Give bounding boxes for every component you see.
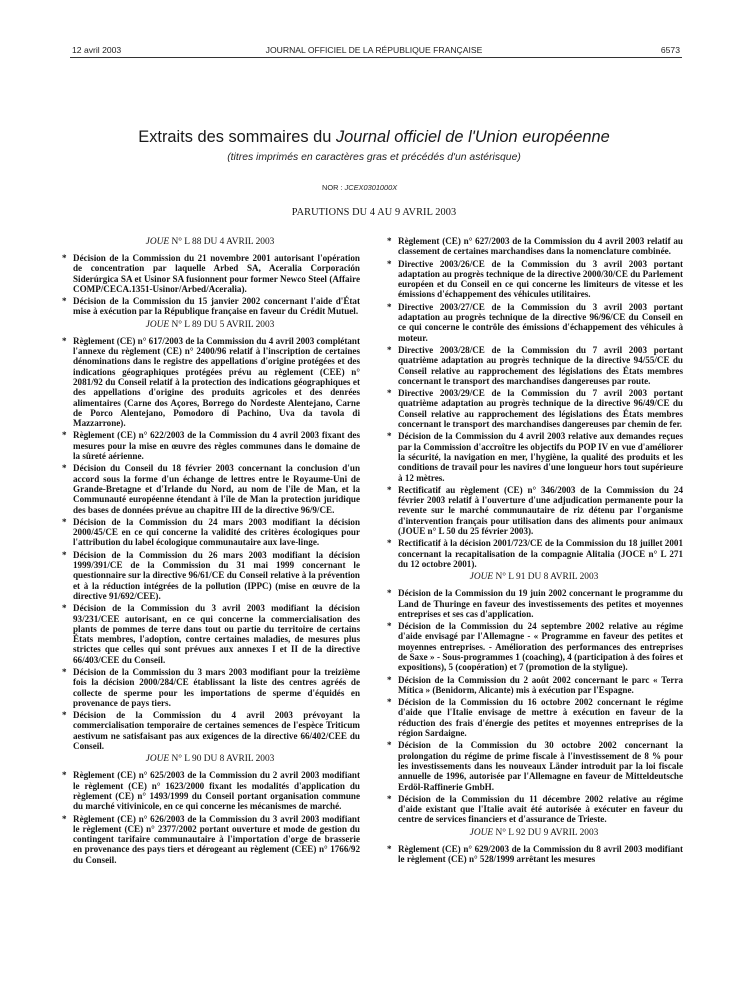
section-jo: JOUE <box>469 827 494 838</box>
asterisk-marker: * <box>387 793 392 804</box>
asterisk-marker: * <box>62 666 67 677</box>
asterisk-marker: * <box>62 296 67 307</box>
entry-text: Directive 2003/26/CE de la Commission du 3 avril 2003 portant adaptation au progrès technique de la directive 2000/30/CE du Parlement européen et du Conseil en ce qui concerne les limiteurs de vitesse et les émissions d'échappement des véhicules utilitaires. <box>398 258 683 300</box>
list-item <box>385 675 683 696</box>
list-item <box>60 336 360 429</box>
header-page-number: 6573 <box>660 45 680 55</box>
section-heading <box>385 571 683 583</box>
asterisk-marker: * <box>62 463 67 474</box>
entry-text: Règlement (CE) n° 617/2003 de la Commission du 4 avril 2003 complétant l'annexe du règlement (CE) n° 2400/96 relatif à l'inscription de certaines dénominations dans le registre des appellations d'origine protégées et des indications géographiques protégées prévu au règlement (CEE) n° 2081/92 du Conseil relatif à la protection des indications géographiques et des appellations d'origine des produits agricoles et des denrées alimentaires (Carne dos Açores, Borrego do Nordeste Alentejano, Carne de Porco Alentejano, Pomodoro di Pachino, Uva da tavola di Mazzarrone). <box>73 335 360 429</box>
section-jo: JOUE <box>469 572 494 583</box>
asterisk-marker: * <box>62 770 67 781</box>
entry-text: Décision du Conseil du 18 février 2003 concernant la conclusion d'un accord sous la forme d'un échange de lettres entre le Royaume-Uni de Grande-Bretagne et d'Irlande du Nord, au nom de l'île de Man, et la Communauté européenne étendant à l'île de Man la protection juridique des bases de données prévue au chapitre III de la directive 96/9/CE. <box>73 463 360 515</box>
list-item <box>385 621 683 672</box>
list-item <box>385 345 683 386</box>
asterisk-marker: * <box>62 430 67 441</box>
asterisk-marker: * <box>387 697 392 708</box>
entry-text: Décision de la Commission du 30 octobre 2002 concernant la prolongation du régime de prime fiscale à l'investissement de 8 % pour les investissements dans les nouveaux Länder introduit par la loi fiscale annuelle de 1996, autorisée par l'Allemagne en faveur de Mitteldeutsche Erdöl-Raffinerie GmbH. <box>398 740 683 792</box>
section-jo: JOUE <box>145 754 170 765</box>
header-date: 12 avril 2003 <box>72 45 122 55</box>
nor-reference <box>322 183 397 192</box>
section-heading <box>60 753 360 765</box>
asterisk-marker: * <box>387 344 392 355</box>
list-item <box>385 431 683 482</box>
list-item <box>385 844 683 865</box>
entry-text: Décision de la Commission du 19 juin 2002 concernant le programme du Land de Thuringe en faveur des investissements des petites et moyennes entreprises et ses cas d'application. <box>398 588 683 619</box>
entry-text: Décision de la Commission du 11 décembre 2002 relative au régime d'aide existant que l'Italie avait été autorisée à exécuter en faveur du centre de services financiers et d'assurance de Trieste. <box>398 793 683 825</box>
entry-text: Règlement (CE) n° 626/2003 de la Commission du 3 avril 2003 modifiant le règlement (CE) n° 2377/2002 portant ouverture et mode de gestion du contingent tarifaire communautaire à l'importation d'orge de brasserie en provenance des pays tiers et dérogeant au règlement (CEE) n° 1766/92 du Conseil. <box>73 813 360 865</box>
entry-text: Décision de la Commission du 2 août 2002 concernant le parc « Terra Mítica » (Benidorm, Alicante) mis à exécution par l'Espagne. <box>398 674 683 695</box>
asterisk-marker: * <box>387 301 392 312</box>
asterisk-marker: * <box>62 253 67 263</box>
section-heading <box>60 236 360 248</box>
entry-text: Décision de la Commission du 3 avril 2003 modifiant la décision 93/231/CEE autorisant, en ce qui concerne la commercialisation des plants de pommes de terre dans tout ou partie du territoire de certains États membres, l'adoption, contre certaines maladies, de mesures plus strictes que celles qui sont prévues aux annexes I et II de la directive 66/403/CEE du Conseil. <box>73 603 360 665</box>
asterisk-marker: * <box>62 516 67 527</box>
list-item <box>60 603 360 665</box>
entry-text: Décision de la Commission du 15 janvier 2002 concernant l'aide d'État mise à exécution par la République française en faveur du Crédit Mutuel. <box>73 296 360 317</box>
entry-text: Décision de la Commission du 21 novembre 2001 autorisant l'opération de concentration par laquelle Arbed SA, Aceralia Corporación Siderúrgica SA et Usinor SA fusionnent pour former Newco Steel (Affaire COMP/CECA.1351-Usinor/Arbed/Aceralia). <box>73 253 360 294</box>
asterisk-marker: * <box>387 388 392 399</box>
asterisk-marker: * <box>62 603 67 614</box>
entry-text: Règlement (CE) n° 625/2003 de la Commission du 2 avril 2003 modifiant le règlement (CE) n° 1623/2000 fixant les modalités d'application du règlement (CE) n° 1493/1999 du Conseil portant organisation commune du marché vitivinicole, en ce qui concerne les mécanismes de marché. <box>73 770 360 812</box>
entry-text: Décision de la Commission du 3 mars 2003 modifiant pour la treizième fois la décision 2000/284/CE établissant la liste des centres agréés de collecte de sperme pour les importations de sperme d'équidés en provenance de pays tiers. <box>73 666 360 708</box>
entry-text: Directive 2003/29/CE de la Commission du 7 avril 2003 portant quatrième adaptation au progrès technique de la directive 96/49/CE du Conseil relative au rapprochement des législations des États membres concernant le transport des marchandises dangereuses par chemin de fer. <box>398 388 683 430</box>
header-journal-name: JOURNAL OFFICIEL DE LA RÉPUBLIQUE FRANÇAISE <box>265 45 483 55</box>
list-item <box>385 538 683 569</box>
section-number: N° L 90 DU 8 AVRIL 2003 <box>171 754 275 765</box>
entry-text: Directive 2003/28/CE de la Commission du 7 avril 2003 portant quatrième adaptation au progrès technique de la directive 94/55/CE du Conseil relative au rapprochement des législations des États membres concernant le transport des marchandises dangereuses par route. <box>398 344 683 386</box>
list-item <box>60 667 360 708</box>
asterisk-marker: * <box>62 813 67 824</box>
entry-text: Rectificatif à la décision 2001/723/CE de la Commission du 18 juillet 2001 concernant la recapitalisation de la compagnie Alitalia (JOCE n° L 271 du 12 octobre 2001). <box>398 538 683 569</box>
title-prefix: Extraits des sommaires du <box>138 128 332 146</box>
list-item <box>60 710 360 751</box>
list-item <box>385 259 683 300</box>
asterisk-marker: * <box>387 674 392 685</box>
list-item <box>60 253 360 294</box>
asterisk-marker: * <box>387 588 392 599</box>
entry-text: Règlement (CE) n° 622/2003 de la Commission du 4 avril 2003 fixant des mesures pour la mise en œuvre des règles communes dans le domaine de la sûreté aérienne. <box>73 430 360 462</box>
list-item <box>385 740 683 791</box>
parutions-heading: PARUTIONS DU 4 AU 9 AVRIL 2003 <box>291 207 457 218</box>
asterisk-marker: * <box>62 710 67 721</box>
list-item <box>60 770 360 811</box>
list-item <box>60 296 360 317</box>
entry-text: Décision de la Commission du 24 septembre 2002 relative au régime d'aide envisagé par l'Allemagne - « Programme en faveur des petites et moyennes entreprises. - Amélioration des performances des entreprises de Saxe » - Sous-programmes 1 (coaching), 4 (participation à des foires et expositions), 5 (coopération) et 7 (promotion de la styligue). <box>398 621 683 673</box>
asterisk-marker: * <box>62 335 67 346</box>
list-item <box>385 485 683 536</box>
section-heading <box>60 319 360 331</box>
list-item <box>60 463 360 514</box>
list-item <box>385 388 683 429</box>
list-item <box>60 517 360 548</box>
asterisk-marker: * <box>387 431 392 442</box>
header-rule <box>70 57 682 58</box>
list-item <box>385 302 683 343</box>
page-title <box>0 128 748 147</box>
list-item <box>385 794 683 825</box>
list-item <box>385 697 683 738</box>
asterisk-marker: * <box>387 538 392 549</box>
entry-text: Décision de la Commission du 24 mars 2003 modifiant la décision 2000/45/CE en ce qui concerne la validité des critères écologiques pour l'attribution du label écologique communautaire aux lave-linge. <box>73 516 360 548</box>
asterisk-marker: * <box>387 236 392 246</box>
asterisk-marker: * <box>62 549 67 560</box>
asterisk-marker: * <box>387 740 392 751</box>
left-column <box>60 236 360 867</box>
list-item <box>385 236 683 257</box>
entry-text: Règlement (CE) n° 629/2003 de la Commission du 8 avril 2003 modifiant le règlement (CE) n° 528/1999 arrêtant les mesures <box>398 843 683 865</box>
page-subtitle: (titres imprimés en caractères gras et précédés d'un astérisque) <box>227 152 521 163</box>
section-number: N° L 92 DU 9 AVRIL 2003 <box>495 827 599 838</box>
entry-text: Décision de la Commission du 4 avril 2003 relative aux demandes reçues par la Commission d'accroître les objectifs du POP IV en vue d'améliorer la sécurité, la navigation en mer, l'hygiène, la qualité des produits et les conditions de travail pour les navires d'une longueur hors tout supérieure à 12 mètres. <box>398 431 683 483</box>
entry-text: Décision de la Commission du 16 octobre 2002 concernant le régime d'aide que l'Italie envisage de mettre à exécution en faveur de la réduction des frais d'énergie des petites et moyennes entreprises de la région Sardaigne. <box>398 697 683 739</box>
nor-value: JCEX0301000X <box>344 183 398 192</box>
entry-text: Décision de la Commission du 26 mars 2003 modifiant la décision 1999/391/CE de la Commission du 31 mai 1999 concernant le questionnaire sur la directive 96/61/CE du Conseil relative à la prévention et à la réduction intégrées de la pollution (IPPC) (mise en œuvre de la directive 91/692/CEE). <box>73 549 360 601</box>
section-jo: JOUE <box>145 319 170 330</box>
list-item <box>60 550 360 601</box>
list-item <box>60 814 360 865</box>
section-number: N° L 88 DU 4 AVRIL 2003 <box>171 237 275 247</box>
entry-text: Directive 2003/27/CE de la Commission du 3 avril 2003 portant adaptation au progrès technique de la directive 96/96/CE du Conseil en ce qui concerne le contrôle des émissions d'échappement des véhicules à moteur. <box>398 301 683 343</box>
entry-text: Rectificatif au règlement (CE) n° 346/2003 de la Commission du 24 février 2003 relatif à l'ouverture d'une adjudication permanente pour la revente sur le marché communautaire de riz détenu par l'organisme d'intervention français pour utilisation dans des aliments pour animaux (JOUE n° L 50 du 25 février 2003). <box>398 484 683 537</box>
right-column <box>385 236 683 866</box>
section-number: N° L 89 DU 5 AVRIL 2003 <box>171 319 275 330</box>
section-heading <box>385 827 683 839</box>
title-journal: Journal officiel de l'Union européenne <box>335 128 610 146</box>
asterisk-marker: * <box>387 258 392 269</box>
nor-label: NOR : <box>322 183 343 192</box>
list-item <box>60 430 360 461</box>
entry-text: Règlement (CE) n° 627/2003 de la Commission du 4 avril 2003 relatif au classement de certaines marchandises dans la nomenclature combinée. <box>398 236 683 257</box>
entry-text: Décision de la Commission du 4 avril 2003 prévoyant la commercialisation temporaire de certaines semences de l'espèce Triticum aestivum ne satisfaisant pas aux exigences de la directive 66/402/CEE du Conseil. <box>73 710 360 752</box>
section-jo: JOUE <box>145 237 170 247</box>
list-item <box>385 588 683 619</box>
asterisk-marker: * <box>387 843 392 854</box>
section-number: N° L 91 DU 8 AVRIL 2003 <box>495 572 599 583</box>
asterisk-marker: * <box>387 621 392 632</box>
asterisk-marker: * <box>387 484 392 495</box>
